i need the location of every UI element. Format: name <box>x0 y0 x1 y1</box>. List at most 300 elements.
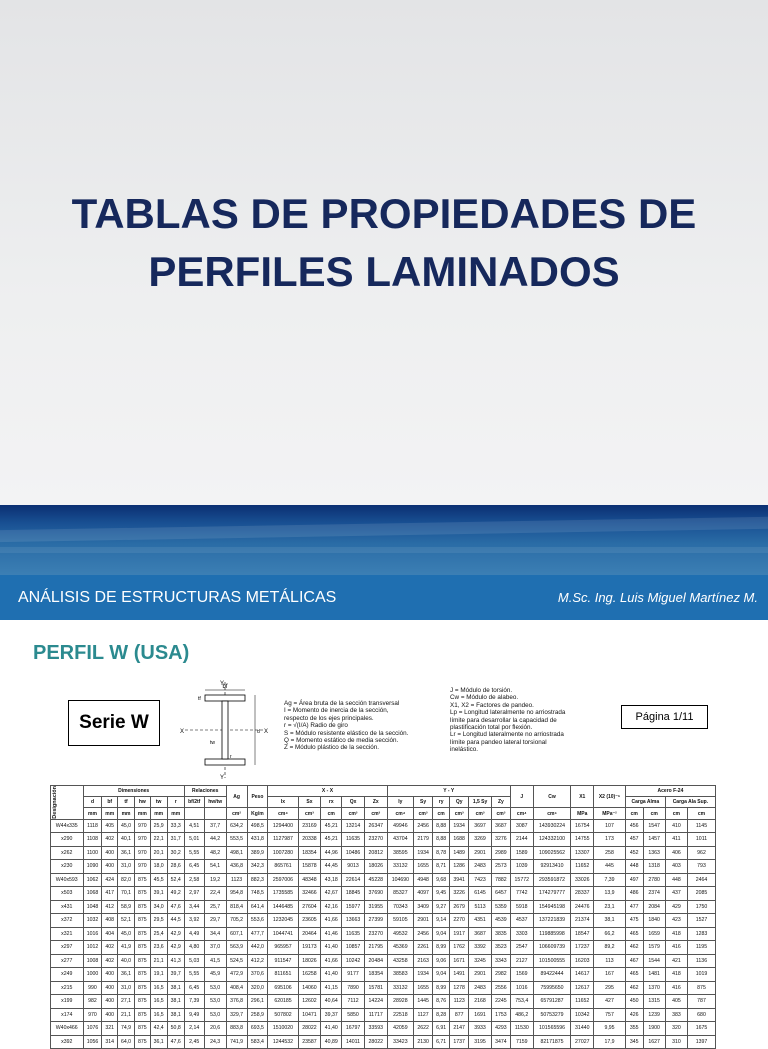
table-cell: 41,66 <box>321 954 342 968</box>
table-cell: 4097 <box>414 887 433 901</box>
table-cell: 27604 <box>298 900 321 914</box>
table-cell: 53,0 <box>204 1008 226 1022</box>
table-cell: 41,46 <box>321 927 342 941</box>
table-cell: 400 <box>102 846 118 860</box>
table-cell: 497 <box>625 873 643 887</box>
table-cell: 36,1 <box>117 968 134 982</box>
header-x2: X2 (10)⁻⁶ <box>594 786 626 808</box>
table-cell: 70343 <box>387 900 413 914</box>
table-cell: 45,21 <box>321 819 342 833</box>
table-cell: 20338 <box>298 833 321 847</box>
table-cell: 2679 <box>450 900 469 914</box>
table-cell: 2464 <box>688 873 716 887</box>
table-cell: 16258 <box>298 968 321 982</box>
table-cell: 11652 <box>571 860 594 874</box>
unit-header-cell: cm³ <box>450 808 469 819</box>
table-cell: 1627 <box>643 1035 665 1049</box>
table-cell: 5,55 <box>184 846 204 860</box>
table-cell: 19,2 <box>204 873 226 887</box>
table-cell: 16,5 <box>150 995 167 1009</box>
unit-header-cell: Kg/m <box>247 808 268 819</box>
header-j: J <box>510 786 533 808</box>
table-cell: 1491 <box>450 968 469 982</box>
table-cell: 911547 <box>268 954 298 968</box>
table-cell: 1934 <box>414 846 433 860</box>
table-cell: 5850 <box>342 1008 365 1022</box>
sub-header-cell: tf <box>117 797 134 808</box>
table-cell: 43704 <box>387 833 413 847</box>
table-cell: 680 <box>688 1008 716 1022</box>
table-cell: 41,3 <box>167 954 184 968</box>
legend-line: respecto de los ejes principales. <box>284 714 374 722</box>
table-cell: 2084 <box>643 900 665 914</box>
group-header-row <box>51 786 716 797</box>
table-cell: 34,0 <box>150 900 167 914</box>
table-cell: 44,45 <box>321 860 342 874</box>
table-cell: 16754 <box>571 819 594 833</box>
table-cell: 408 <box>102 914 118 928</box>
table-cell: 41,40 <box>321 941 342 955</box>
table-cell: 355 <box>625 1022 643 1036</box>
decorative-band <box>0 505 768 575</box>
table-cell: 3245 <box>469 954 492 968</box>
sub-header-cell: Zy <box>491 797 510 808</box>
table-cell: 320 <box>665 1022 687 1036</box>
table-cell: 41,5 <box>204 954 226 968</box>
sub-header-cell: d <box>83 797 102 808</box>
table-cell: 29,5 <box>150 914 167 928</box>
table-cell: 21795 <box>364 941 387 955</box>
legend-line: J = Módulo de torsión. <box>450 687 513 694</box>
table-cell: 524,5 <box>226 954 247 968</box>
table-cell: 875 <box>135 954 151 968</box>
table-cell: 2374 <box>643 887 665 901</box>
table-cell: 467 <box>625 954 643 968</box>
table-cell: 14011 <box>342 1035 365 1049</box>
table-cell: 92913410 <box>533 860 571 874</box>
table-cell: 18354 <box>298 846 321 860</box>
unit-header-cell: cm⁶ <box>533 808 571 819</box>
page-indicator: Página 1/11 <box>621 705 708 729</box>
table-cell: 1076 <box>83 1022 102 1036</box>
table-cell: 1691 <box>469 1008 492 1022</box>
table-cell: 45,5 <box>150 873 167 887</box>
table-cell: 416 <box>665 981 687 995</box>
table-document <box>50 675 718 1045</box>
table-cell: 3474 <box>491 1035 510 1049</box>
serie-label: Serie W <box>68 700 160 746</box>
table-cell: 42059 <box>387 1022 413 1036</box>
table-cell: 2144 <box>510 833 533 847</box>
table-cell: 154945198 <box>533 900 571 914</box>
table-cell: 40,89 <box>321 1035 342 1049</box>
table-cell: 3523 <box>491 941 510 955</box>
table-cell: 9,49 <box>184 1008 204 1022</box>
table-cell: 38,1 <box>594 914 626 928</box>
table-cell: 1934 <box>414 968 433 982</box>
table-cell: 883,8 <box>226 1022 247 1036</box>
table-cell: 970 <box>135 860 151 874</box>
table-cell: 7423 <box>469 873 492 887</box>
table-cell: 36,1 <box>117 846 134 860</box>
table-cell: 818,4 <box>226 900 247 914</box>
table-cell: 6,45 <box>184 981 204 995</box>
table-cell: 1278 <box>450 981 469 995</box>
sub-header-cell: hw/tw <box>204 797 226 808</box>
unit-header-row <box>51 808 716 819</box>
table-cell: 457 <box>625 833 643 847</box>
table-cell: 45,9 <box>204 968 226 982</box>
table-row <box>51 995 716 1009</box>
table-cell: 39,1 <box>150 887 167 901</box>
table-cell: 875 <box>135 927 151 941</box>
table-cell: 9,14 <box>433 914 450 928</box>
table-cell: 33132 <box>387 981 413 995</box>
table-cell: 1195 <box>688 941 716 955</box>
table-cell: 44,5 <box>167 914 184 928</box>
designation-cell: x199 <box>51 995 84 1009</box>
table-cell: 345 <box>625 1035 643 1049</box>
table-cell: 1090 <box>83 860 102 874</box>
table-cell: 875 <box>135 900 151 914</box>
table-cell: 2270 <box>450 914 469 928</box>
table-cell: 9,04 <box>433 968 450 982</box>
designation-cell: x372 <box>51 914 84 928</box>
sub-header-cell: Sx <box>298 797 321 808</box>
table-cell: 1659 <box>643 927 665 941</box>
table-cell: 2,14 <box>184 1022 204 1036</box>
table-cell: 389,9 <box>247 846 268 860</box>
table-cell: 1671 <box>450 954 469 968</box>
table-cell: 25,7 <box>204 900 226 914</box>
table-cell: 43258 <box>387 954 413 968</box>
table-cell: 8,99 <box>433 981 450 995</box>
table-cell: 1934 <box>450 819 469 833</box>
table-cell: 4948 <box>414 873 433 887</box>
footer-bar <box>0 575 768 620</box>
table-cell: 33423 <box>387 1035 413 1049</box>
table-cell: 448 <box>625 860 643 874</box>
table-cell: 38,1 <box>167 995 184 1009</box>
legend-line: Q = Momento estático de media sección. <box>284 737 399 745</box>
table-cell: 7890 <box>342 981 365 995</box>
table-cell: 48,2 <box>204 846 226 860</box>
table-cell: 28928 <box>387 995 413 1009</box>
table-cell: 1753 <box>491 1008 510 1022</box>
unit-header-cell: cm³ <box>469 808 492 819</box>
table-cell: 17237 <box>571 941 594 955</box>
table-cell: 119885998 <box>533 927 571 941</box>
table-cell: 456 <box>625 819 643 833</box>
title-line-2: PERFILES LAMINADOS <box>148 248 620 295</box>
table-cell: 3226 <box>450 887 469 901</box>
table-cell: 2780 <box>643 873 665 887</box>
table-cell: 4537 <box>510 914 533 928</box>
table-cell: 1012 <box>83 941 102 955</box>
w-beam-diagram <box>180 680 270 780</box>
table-cell: 28,6 <box>167 860 184 874</box>
table-cell: 402 <box>102 833 118 847</box>
table-cell: 2,97 <box>184 887 204 901</box>
sub-header-cell: Sy <box>414 797 433 808</box>
table-cell: 42,9 <box>167 941 184 955</box>
beam-label-x-right: X <box>264 729 269 735</box>
table-cell: 970 <box>135 819 151 833</box>
table-row <box>51 968 716 982</box>
table-cell: 1039 <box>510 860 533 874</box>
table-cell: 486,2 <box>510 1008 533 1022</box>
sub-header-cell: ry <box>433 797 450 808</box>
table-cell: 1675 <box>688 1022 716 1036</box>
header-x1: X1 <box>571 786 594 808</box>
table-row <box>51 1035 716 1049</box>
table-cell: 5918 <box>510 900 533 914</box>
table-cell: 258,9 <box>247 1008 268 1022</box>
table-cell: 25,9 <box>150 819 167 833</box>
table-cell: 11635 <box>342 833 365 847</box>
table-cell: 1655 <box>414 981 433 995</box>
table-cell: 31,7 <box>167 833 184 847</box>
table-cell: 405 <box>102 819 118 833</box>
table-cell: 553,5 <box>226 833 247 847</box>
table-cell: 412 <box>102 900 118 914</box>
table-cell: 3933 <box>469 1022 492 1036</box>
table-cell: 9,68 <box>433 873 450 887</box>
table-cell: 295 <box>594 981 626 995</box>
table-cell: 418 <box>665 927 687 941</box>
table-cell: 44,2 <box>204 833 226 847</box>
table-cell: 424 <box>102 873 118 887</box>
table-row <box>51 860 716 874</box>
designation-cell: x262 <box>51 846 84 860</box>
table-cell: 990 <box>83 981 102 995</box>
table-cell: 2483 <box>469 981 492 995</box>
table-cell: 18547 <box>571 927 594 941</box>
table-cell: 52,1 <box>117 914 134 928</box>
table-cell: 1239 <box>643 1008 665 1022</box>
table-cell: 9,27 <box>433 900 450 914</box>
table-cell: 50,8 <box>167 1022 184 1036</box>
beam-label-tw: tw <box>210 740 215 746</box>
unit-header-cell: cm³ <box>491 808 510 819</box>
table-row <box>51 927 716 941</box>
unit-header-cell: cm² <box>226 808 247 819</box>
table-cell: 293591872 <box>533 873 571 887</box>
table-cell: 1589 <box>510 846 533 860</box>
table-cell: 410 <box>665 819 687 833</box>
designation-cell: W44x335 <box>51 819 84 833</box>
legend-line: Cw = Módulo de alabeo. <box>450 694 519 702</box>
sub-header-cell: hw <box>135 797 151 808</box>
table-cell: 2168 <box>469 995 492 1009</box>
unit-header-cell: cm <box>688 808 716 819</box>
table-cell: 3687 <box>491 819 510 833</box>
table-cell: 1011 <box>688 833 716 847</box>
table-cell: 23270 <box>364 927 387 941</box>
table-cell: 310 <box>665 1035 687 1049</box>
table-cell: 2547 <box>510 941 533 955</box>
table-cell: 970 <box>135 846 151 860</box>
table-cell: 137221839 <box>533 914 571 928</box>
table-cell: 26347 <box>364 819 387 833</box>
designation-cell: x249 <box>51 968 84 982</box>
header-relaciones: Relaciones <box>184 786 226 797</box>
table-cell: 14224 <box>364 995 387 1009</box>
table-cell: 1762 <box>450 941 469 955</box>
table-cell: 342,3 <box>247 860 268 874</box>
table-cell: 6145 <box>469 887 492 901</box>
table-cell: 405 <box>665 995 687 1009</box>
table-cell: 20,6 <box>204 1022 226 1036</box>
table-cell: 18,0 <box>150 860 167 874</box>
table-cell: 31440 <box>571 1022 594 1036</box>
table-cell: 8,71 <box>433 860 450 874</box>
table-cell: 20464 <box>298 927 321 941</box>
table-cell: 1446485 <box>268 900 298 914</box>
unit-header-cell: cm³ <box>414 808 433 819</box>
table-cell: 10342 <box>571 1008 594 1022</box>
unit-header-cell: cm⁴ <box>510 808 533 819</box>
table-cell: 113 <box>594 954 626 968</box>
table-cell: 31,0 <box>117 981 134 995</box>
table-cell: 1062 <box>83 873 102 887</box>
table-cell: 22614 <box>342 873 365 887</box>
beam-label-tf: tf <box>198 696 201 702</box>
table-cell: 13307 <box>571 846 594 860</box>
table-cell: 376,8 <box>226 995 247 1009</box>
table-cell: 2901 <box>414 914 433 928</box>
table-cell: 33,3 <box>167 819 184 833</box>
beam-label-x-left: X <box>180 729 185 735</box>
table-cell: 38583 <box>387 968 413 982</box>
header-cw: Cw <box>533 786 571 808</box>
table-cell: 45,0 <box>117 927 134 941</box>
table-cell: 8,99 <box>433 941 450 955</box>
table-cell: 875 <box>688 981 716 995</box>
properties-table <box>50 785 716 1049</box>
table-cell: 2130 <box>414 1035 433 1049</box>
table-cell: 875 <box>135 914 151 928</box>
table-cell: 143930224 <box>533 819 571 833</box>
table-cell: 1917 <box>450 927 469 941</box>
table-cell: 1232045 <box>268 914 298 928</box>
table-cell: 47,6 <box>167 900 184 914</box>
table-cell: 12602 <box>298 995 321 1009</box>
table-cell: 757 <box>594 1008 626 1022</box>
table-cell: 954,8 <box>226 887 247 901</box>
table-cell: 15772 <box>510 873 533 887</box>
table-cell: 9,45 <box>433 887 450 901</box>
table-cell: 33132 <box>387 860 413 874</box>
table-cell: 27399 <box>364 914 387 928</box>
unit-header-cell: mm <box>83 808 102 819</box>
table-row <box>51 819 716 833</box>
table-cell: 1294400 <box>268 819 298 833</box>
header-designacion: Designación <box>51 786 84 820</box>
table-cell: 40,0 <box>117 954 134 968</box>
table-cell: 3276 <box>491 833 510 847</box>
table-cell: 36,1 <box>150 1035 167 1049</box>
table-cell: 402 <box>102 954 118 968</box>
table-cell: 1735585 <box>268 887 298 901</box>
unit-header-cell: cm <box>321 808 342 819</box>
table-cell: 6,71 <box>433 1035 450 1049</box>
table-cell: 17,9 <box>594 1035 626 1049</box>
table-cell: 41,40 <box>321 968 342 982</box>
table-cell: 3269 <box>469 833 492 847</box>
header-dimensiones: Dimensiones <box>83 786 184 797</box>
table-cell: 1481 <box>643 968 665 982</box>
designation-cell: x321 <box>51 927 84 941</box>
table-cell: 498,5 <box>247 819 268 833</box>
table-row <box>51 873 716 887</box>
table-cell: 6,45 <box>184 860 204 874</box>
table-cell: 634,2 <box>226 819 247 833</box>
table-cell: 8,76 <box>433 995 450 1009</box>
table-cell: 2989 <box>491 846 510 860</box>
table-cell: 875 <box>135 981 151 995</box>
table-cell: 23169 <box>298 819 321 833</box>
table-cell: 403 <box>665 860 687 874</box>
table-cell: 24476 <box>571 900 594 914</box>
table-cell: 45,0 <box>117 819 134 833</box>
table-cell: 11635 <box>342 927 365 941</box>
table-cell: 875 <box>135 968 151 982</box>
table-cell: 406 <box>665 846 687 860</box>
table-cell: 402 <box>102 941 118 955</box>
table-cell: 431,8 <box>247 833 268 847</box>
table-cell: 2556 <box>491 981 510 995</box>
unit-header-cell: mm <box>135 808 151 819</box>
table-cell: 6457 <box>491 887 510 901</box>
table-cell: 1286 <box>450 860 469 874</box>
table-cell: 21,1 <box>117 1008 134 1022</box>
table-cell: 4351 <box>469 914 492 928</box>
table-cell: 1445 <box>414 995 433 1009</box>
table-cell: 28337 <box>571 887 594 901</box>
unit-header-cell: cm <box>625 808 643 819</box>
band-stripe <box>0 547 768 553</box>
table-cell: 641,4 <box>247 900 268 914</box>
table-cell: 1688 <box>450 833 469 847</box>
table-cell: 452 <box>625 846 643 860</box>
table-cell: 42,67 <box>321 887 342 901</box>
unit-header-cell: cm <box>665 808 687 819</box>
table-cell: 2483 <box>469 860 492 874</box>
table-cell: 1318 <box>643 860 665 874</box>
table-cell: 10486 <box>342 846 365 860</box>
table-cell: 45228 <box>364 873 387 887</box>
table-cell: 1370 <box>643 981 665 995</box>
table-cell: 982 <box>83 995 102 1009</box>
table-cell: 28022 <box>364 1035 387 1049</box>
beam-label-y-bottom: Y <box>220 775 225 780</box>
unit-header-cell: MPa⁻² <box>594 808 626 819</box>
table-cell: 445 <box>594 860 626 874</box>
legend-right <box>450 687 610 754</box>
legend-left <box>284 700 459 752</box>
table-cell: 2982 <box>491 968 510 982</box>
beam-label-bf: bf <box>222 684 228 690</box>
table-cell: 5,03 <box>184 954 204 968</box>
table-cell: 1315 <box>643 995 665 1009</box>
table-cell: 4539 <box>491 914 510 928</box>
table-cell: 37,7 <box>204 819 226 833</box>
table-cell: 42,4 <box>150 1022 167 1036</box>
table-cell: 6,91 <box>433 1022 450 1036</box>
table-cell: 19173 <box>298 941 321 955</box>
legend-line: S = Módulo resistente elástico de la sección. <box>284 729 409 737</box>
